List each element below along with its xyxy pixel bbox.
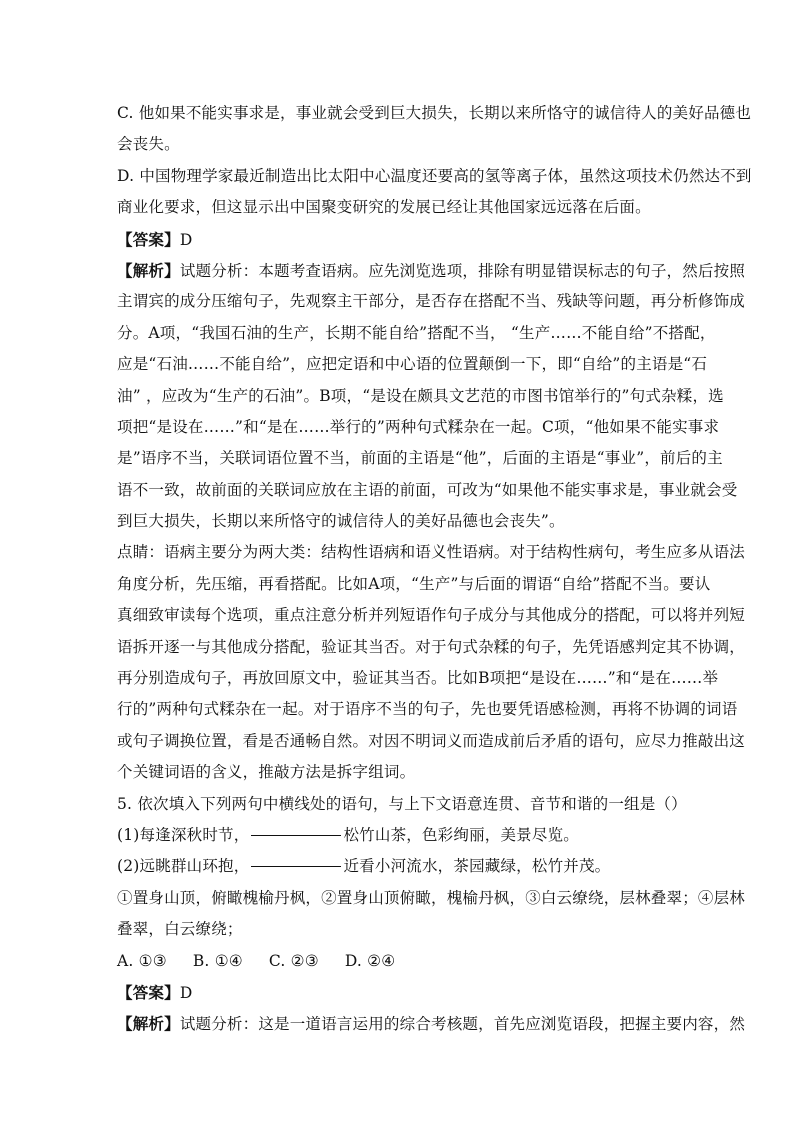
q5-options bbox=[117, 946, 679, 977]
q4-analysis-line-3: 分。A项，“我国石油的生产，长期不能自给”搭配不当， “生产……不能自给”不搭配， bbox=[117, 323, 716, 342]
q5-choices-line-2: 叠翠，白云缭绕； bbox=[117, 920, 243, 939]
sentence-2-start: (2)远眺群山环抱， bbox=[117, 857, 250, 876]
q5-choices-line-1: ①置身山顶，俯瞰槐榆丹枫，②置身山顶俯瞰，槐榆丹枫，③白云缭绕，层林叠翠；④层林 bbox=[117, 888, 746, 907]
sentence-2-end: 近看小河流水，茶园藏绿，松竹并茂。 bbox=[343, 857, 611, 876]
answer-tag: 【答案】 bbox=[117, 229, 180, 249]
option-c-line-1: C. 他如果不能实事求是，事业就会受到巨大损失，长期以来所恪守的诚信待人的美好品德也 bbox=[117, 104, 752, 122]
q5-sentence-1 bbox=[117, 820, 679, 851]
q4-analysis-line-6: 项把“是设在……”和“是在……举行的”两种句式糅杂在一起。C项，“他如果不能实事求 bbox=[117, 417, 720, 436]
q4-analysis-line-2: 主谓宾的成分压缩句子，先观察主干部分，是否存在搭配不当、残缺等问题，再分析修饰成 bbox=[117, 292, 746, 311]
q5-answer bbox=[117, 977, 679, 1008]
q4-analysis-line-1 bbox=[117, 255, 746, 286]
analysis-text: 试题分析：本题考查语病。应先浏览选项，排除有明显错误标志的句子，然后按照 bbox=[179, 261, 746, 280]
analysis-tag: 【解析】 bbox=[117, 1014, 180, 1034]
answer-value: D bbox=[179, 983, 193, 1002]
q4-tip-line-2: 角度分析，先压缩，再看搭配。比如A项，“生产”与后面的谓语“自给”搭配不当。要认 bbox=[117, 574, 711, 593]
q4-analysis-line-8: 语不一致，故前面的关联词应放在主语的前面，可改为“如果他不能实事求是，事业就会受 bbox=[117, 480, 738, 499]
q5-sentence-2 bbox=[117, 851, 679, 882]
q4-tip-line-7: 或句子调换位置，看是否通畅自然。对因不明词义而造成前后矛盾的语句，应尽力推敲出这 bbox=[117, 731, 746, 750]
fill-blank-line bbox=[251, 834, 341, 836]
analysis-text: 试题分析：这是一道语言运用的综合考核题，首先应浏览语段，把握主要内容，然 bbox=[179, 1015, 746, 1034]
sentence-1-end: 松竹山茶，色彩绚丽，美景尽览。 bbox=[343, 825, 579, 844]
q4-analysis-line-5: 油” ，应改为“生产的石油”。B项，“是设在颇具文艺范的市图书馆举行的”句式杂糅，选 bbox=[117, 386, 724, 405]
option-a: A. ①③ bbox=[117, 951, 167, 970]
q5-analysis-line-1 bbox=[117, 1008, 746, 1039]
analysis-tag: 【解析】 bbox=[117, 260, 180, 280]
q5-stem: 5. 依次填入下列两句中横线处的语句，与上下文语意连贯、音节和谐的一组是（） bbox=[117, 794, 687, 813]
option-d-line-1: D. 中国物理学家最近制造出比太阳中心温度还要高的氢等离子体，虽然这项技术仍然达不到 bbox=[117, 166, 752, 185]
option-d-line-2: 商业化要求，但这显示出中国聚变研究的发展已经让其他国家远远落在后面。 bbox=[117, 198, 651, 217]
q4-answer bbox=[117, 224, 679, 255]
q4-analysis-line-9: 到巨大损失，长期以来所恪守的诚信待人的美好品德也会丧失”。 bbox=[117, 512, 565, 531]
q4-tip-line-8: 个关键词语的含义，推敲方法是拆字组词。 bbox=[117, 763, 416, 782]
answer-value: D bbox=[179, 230, 193, 249]
fill-blank-line bbox=[251, 865, 341, 867]
q4-tip-line-5: 再分别造成句子，再放回原文中，验证其当否。比如B项把“是设在……”和“是在……举 bbox=[117, 669, 719, 688]
q4-analysis-line-4: 应是“石油……不能自给”，应把定语和中心语的位置颠倒一下，即“自给”的主语是“石 bbox=[117, 355, 708, 374]
answer-tag: 【答案】 bbox=[117, 982, 180, 1002]
option-b: B. ①④ bbox=[192, 951, 243, 970]
q4-tip-line-4: 语拆开逐一与其他成分搭配，验证其当否。对于句式杂糅的句子，先凭语感判定其不协调， bbox=[117, 637, 746, 656]
q4-tip-line-1: 点睛：语病主要分为两大类：结构性语病和语义性语病。对于结构性病句，考生应多从语法 bbox=[117, 543, 746, 562]
q4-tip-line-3: 真细致审读每个选项，重点注意分析并列短语作句子成分与其他成分的搭配，可以将并列短 bbox=[117, 606, 746, 625]
option-d: D. ②④ bbox=[344, 951, 396, 970]
document-page bbox=[117, 98, 752, 1040]
option-c: C. ②③ bbox=[268, 951, 319, 970]
q4-tip-line-6: 行的”两种句式糅杂在一起。对于语序不当的句子，先也要凭语感检测，再将不协调的词语 bbox=[117, 700, 738, 719]
q4-analysis-line-7: 是”语序不当，关联词语位置不当，前面的主语是“他”，后面的主语是“事业”，前后的主 bbox=[117, 449, 723, 468]
option-c-line-2: 会丧失。 bbox=[117, 135, 180, 154]
sentence-1-start: (1)每逢深秋时节， bbox=[117, 825, 250, 844]
